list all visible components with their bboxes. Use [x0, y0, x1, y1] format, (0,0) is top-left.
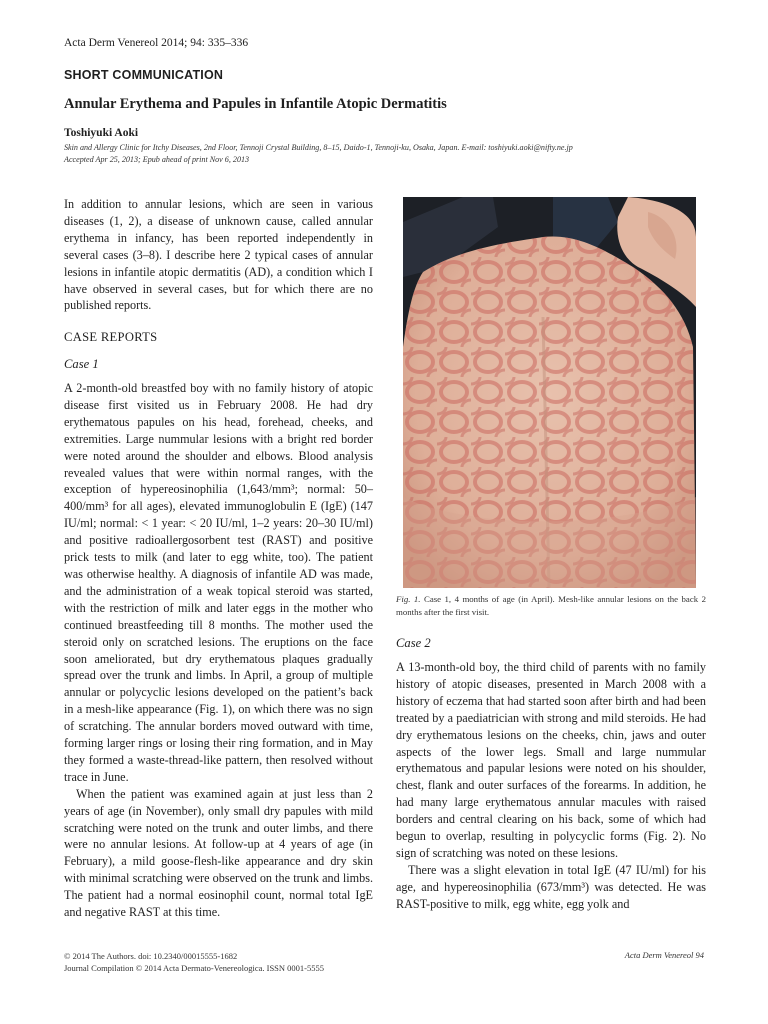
infant-back-illustration [403, 197, 696, 588]
case-reports-heading: CASE REPORTS [64, 330, 158, 344]
figure-1-label: Fig. 1. [396, 594, 421, 604]
affiliation-text: Skin and Allergy Clinic for Itchy Diseases, 2nd Floor, Tennoji Crystal Building, 8–15, Daido-1, Tennoji-ku, Osaka, Japan. E-mail: toshiyuki.aoki@nifty.ne.jp [64, 143, 573, 152]
case1-paragraph-2: When the patient was examined again at just less than 2 years of age (in November), only small dry papules with mild scratching were noted on the trunk and outer limbs, and there were no annular lesions. At follow-up at 4 years of age (in February), a mild goose-flesh-like appearance and dry skin with minimal scratching were observed on the trunk and limbs. The patient had a normal eosinophil count, normal total IgE and negative RAST at this time. [64, 786, 373, 920]
figure-1-caption-text: Case 1, 4 months of age (in April). Mesh-like annular lesions on the back 2 months after the first visit. [396, 594, 706, 617]
case2-body [396, 659, 706, 913]
case2-heading: Case 2 [396, 636, 431, 650]
compilation-line: Journal Compilation © 2014 Acta Dermato-Venereologica. ISSN 0001-5555 [64, 963, 324, 973]
journal-reference: Acta Derm Venereol 2014; 94: 335–336 [64, 37, 249, 49]
author-name: Toshiyuki Aoki [64, 127, 139, 139]
case1-heading: Case 1 [64, 357, 99, 371]
figure-1-photo [403, 197, 696, 588]
footer-copyright [64, 950, 324, 974]
case1-paragraph-1: A 2-month-old breastfed boy with no family history of atopic disease first visited us in February 2008. He had dry erythematous papules on his head, forehead, cheeks, and extremities. Large nummular lesions with a bright red border were noted around the shoulder and elbows. Blood analysis revealed values that were within normal ranges, with the exception of hypereosinophilia (1,643/mm³; normal: 50–400/mm³ for all ages), elevated immunoglobulin E (IgE) (147 IU/ml; normal: < 1 year: < 20 IU/ml, 1–2 years: 20–30 IU/ml) and positive radioallergosorbent test (RAST) and positive prick tests to milk (and later to egg white, too). The patient was otherwise healthy. A diagnosis of infantile AD was made, and the administration of a weak topical steroid was started, with the restriction of milk and later eggs in the mother who continued breastfeeding till 8 months. The mother used the steroid only on scratched lesions. The eruptions on the face soon ameliorated, but dry erythematous plaques gradually spread over the trunk and limbs. In April, a group of multiple annular or polycyclic lesions developed on the patient’s back in a mesh-like appearance (Fig. 1), on which there was no sign of scratching. The annular borders moved outward with time, forming larger rings or losing their ring formation, and in May they formed a waste-thread-like pattern, then resolved without trace in June. [64, 381, 373, 784]
author-affiliation [64, 142, 714, 166]
article-title: Annular Erythema and Papules in Infantile Atopic Dermatitis [64, 96, 447, 112]
footer-journal: Acta Derm Venereol 94 [624, 950, 704, 960]
figure-1-caption [396, 593, 706, 618]
intro-paragraph [64, 196, 373, 314]
case1-body [64, 380, 373, 921]
section-label: SHORT COMMUNICATION [64, 68, 224, 82]
intro-text: In addition to annular lesions, which are seen in various diseases (1, 2), a disease of unknown cause, called annular erythema in infancy, has been reported independently in several cases (3–8). I describe here 2 typical cases of annular lesions in infantile atopic dermatitis (AD), a condition which I have observed in several cases, but for which there are no published reports. [64, 197, 373, 313]
case2-paragraph-2: There was a slight elevation in total IgE (47 IU/ml) for his age, and hypereosinophilia (673/mm³) was detected. He was RAST-positive to milk, egg white, egg yolk and [396, 862, 706, 911]
accepted-dates: Accepted Apr 25, 2013; Epub ahead of print Nov 6, 2013 [64, 155, 250, 164]
copyright-line: © 2014 The Authors. doi: 10.2340/00015555-1682 [64, 951, 238, 961]
case2-paragraph-1: A 13-month-old boy, the third child of parents with no family history of atopic diseases, presented in March 2008 with a history of eczema that had started soon after birth and had been treated by a paediatrician with strong and mild steroids. He had dry erythematous lesions on the cheeks, chin, jaws and outer aspects of the lower legs. Small and large nummular erythematous and papular lesions were noted on his shoulder, chest, flank and outer surfaces of the forearms. In addition, he had many large erythematous annular macules with raised borders and central clearing on his back, some of which had begun to overlap, resulting in polycyclic forms (Fig. 2). No sign of scratching was noted on these lesions. [396, 660, 706, 860]
